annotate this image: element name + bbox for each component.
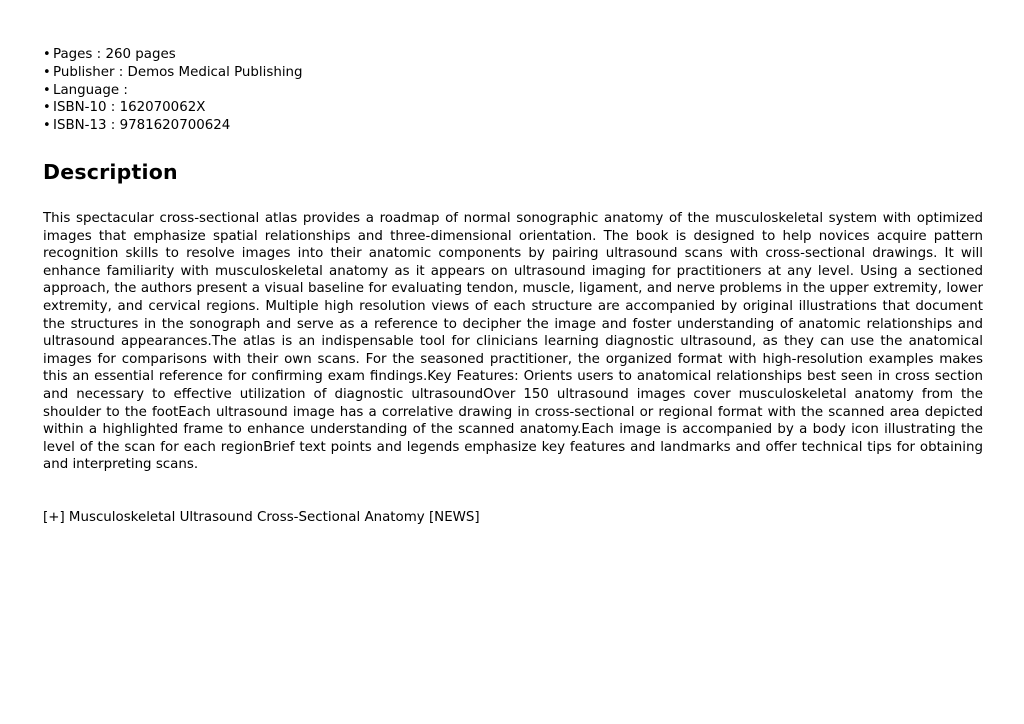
description-heading: Description [43,160,178,184]
detail-separator: : [92,47,106,62]
bullet-icon: • [43,64,51,80]
detail-separator: : [106,118,120,134]
detail-isbn-13 [43,117,983,135]
document-page [43,46,983,525]
detail-separator: : [106,100,120,116]
detail-label: Language [53,82,120,98]
detail-publisher [43,64,983,82]
detail-label: Publisher [53,64,115,80]
bullet-icon: • [43,100,51,116]
book-details-list [43,46,983,135]
detail-value: 260 pages [105,47,176,62]
detail-separator: : [119,82,133,98]
detail-pages [43,46,983,64]
detail-language [43,82,983,100]
detail-value: 9781620700624 [119,118,231,134]
bullet-icon: • [43,118,51,134]
related-link[interactable]: [+] Musculoskeletal Ultrasound Cross-Sectional Anatomy [NEWS] [43,510,480,525]
detail-label: Pages [53,47,93,62]
detail-value: Demos Medical Publishing [127,64,303,80]
bullet-icon: • [43,82,51,98]
detail-isbn-10 [43,99,983,117]
detail-label: ISBN-13 [53,118,107,134]
detail-label: ISBN-10 [53,100,107,116]
bullet-icon: • [43,47,51,62]
description-body: This spectacular cross-sectional atlas provides a roadmap of normal sonographic anatomy of the musculoskeletal system with optimized images that emphasize spatial relationships and three-dimensional orientation. The book is designed to help novices acquire pattern recognition skills to resolve images into their anatomic components by pairing ultrasound scans with cross-sectional drawings. It will enhance familiarity with musculoskeletal anatomy as it appears on ultrasound imaging for practitioners at any level. Using a sectioned approach, the authors present a visual baseline for evaluating tendon, muscle, ligament, and nerve problems in the upper extremity, lower extremity, and cervical regions. Multiple high resolution views of each structure are accompanied by original illustrations that document the structures in the sonograph and serve as a reference to decipher the image and foster understanding of anatomic relationships and ultrasound appearances.The atlas is an indispensable tool for clinicians learning diagnostic ultrasound, as they can use the anatomical images for comparisons with their own scans. For the seasoned practitioner, the organized format with high-resolution examples makes this an essential reference for confirming exam findings.Key Features: Orients users to anatomical relationships best seen in cross section and necessary to effective utilization of diagnostic ultrasoundOver 150 ultrasound images cover musculoskeletal anatomy from the shoulder to the footEach ultrasound image has a correlative drawing in cross-sectional or regional format with the scanned area depicted within a highlighted frame to enhance understanding of the scanned anatomy.Each image is accompanied by a body icon illustrating the level of the scan for each regionBrief text points and legends emphasize key features and landmarks and offer technical tips for obtaining and interpreting scans. [43,211,983,473]
detail-value: 162070062X [119,100,206,116]
detail-separator: : [114,64,128,80]
